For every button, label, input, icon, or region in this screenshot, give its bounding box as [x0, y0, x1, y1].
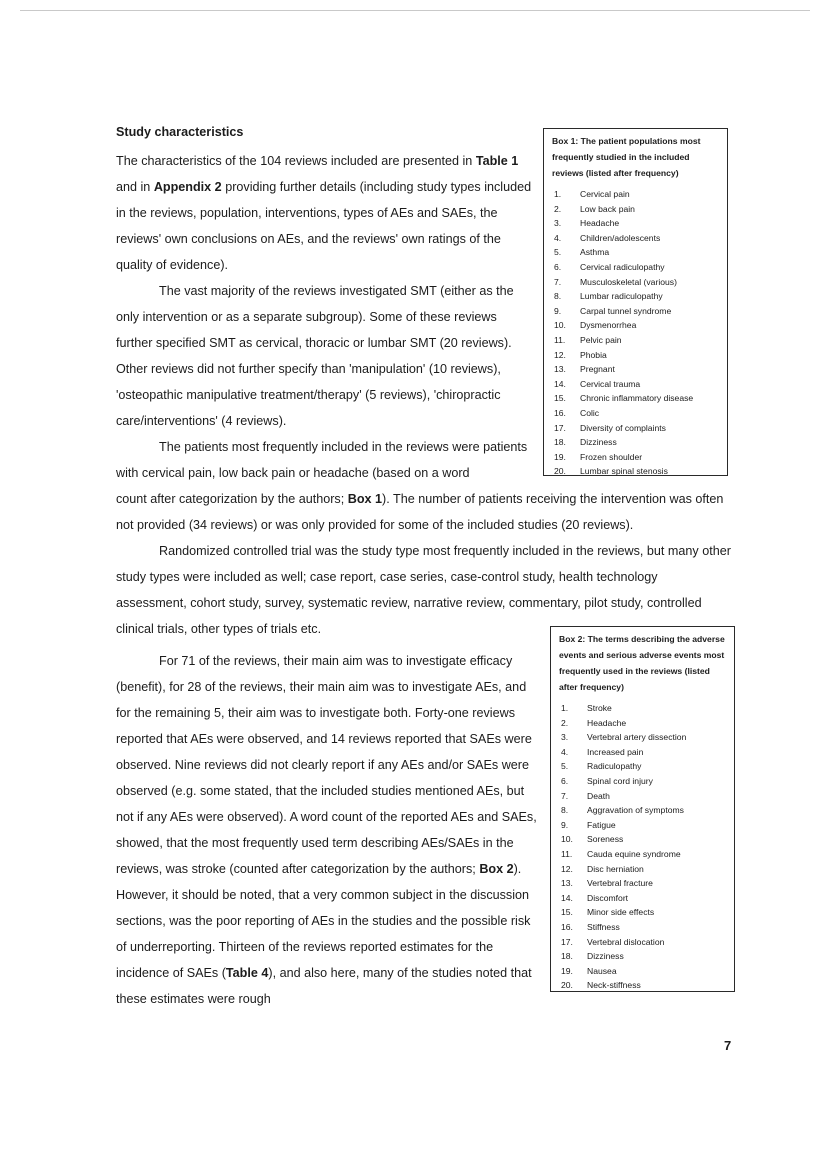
list-item: 16. Stiffness [561, 921, 620, 932]
list-item: 8. Lumbar radiculopathy [554, 291, 663, 302]
box-2-list [551, 701, 734, 993]
list-item: 14. Discomfort [561, 892, 629, 903]
box-1-list [544, 187, 727, 479]
list-item: 10. Soreness [561, 834, 624, 845]
list-item: 15. Minor side effects [561, 907, 655, 918]
appendix-2-ref: Appendix 2 [153, 180, 222, 194]
list-item: 12. Phobia [554, 349, 607, 360]
list-item: 11. Pelvic pain [554, 334, 622, 345]
header-rule [20, 10, 810, 11]
list-item: 18. Dizziness [561, 951, 624, 962]
list-item: 18. Dizziness [554, 437, 617, 448]
list-item: 17. Vertebral dislocation [561, 936, 665, 947]
list-item: 17. Diversity of complaints [554, 422, 666, 433]
paragraph-smt: The vast majority of the reviews investigated SMT (either as the only intervention or as a separate subgroup). Some of these reviews further specified SMT as cervical, thoracic or lumbar SMT (20 reviews). Other reviews did not further specify than 'manipulation' (10 reviews), 'osteopathic manipulative treatment/therapy' (5 reviews), 'chiropractic care/interventions' (4 reviews). [116, 284, 514, 428]
list-item: 16. Colic [554, 407, 600, 418]
paragraph-patients: The patients most frequently included in the reviews were patients with cervical pain, low back pain or headache (based on a word [116, 440, 528, 480]
list-item: 10. Dysmenorrhea [554, 320, 637, 331]
list-item: 3. Vertebral artery dissection [561, 732, 687, 743]
list-item: 4. Children/adolescents [554, 232, 661, 243]
list-item: 13. Pregnant [554, 364, 615, 375]
list-item: 1. Stroke [561, 703, 612, 713]
section-heading: Study characteristics [116, 125, 244, 139]
page-number: 7 [724, 1038, 732, 1053]
box-1-ref: Box 1 [347, 492, 383, 506]
list-item: 19. Frozen shoulder [554, 451, 643, 462]
list-item: 2. Headache [561, 717, 627, 728]
paragraph-characteristics: The characteristics of the 104 reviews included are presented in Table 1 and in Appendix 2 providing further details (including study types included in the reviews, population, interventions, types of AEs and SAEs, the reviews' own conclusions on AEs, and the reviews' own ratings of the quality of evidence). [116, 154, 532, 272]
list-item: 3. Headache [554, 218, 620, 229]
list-item: 11. Cauda equine syndrome [561, 848, 681, 859]
list-item: 15. Chronic inflammatory disease [554, 393, 694, 404]
list-item: 14. Cervical trauma [554, 378, 641, 389]
list-item: 7. Death [561, 790, 610, 801]
list-item: 20. Neck-stiffness [561, 980, 641, 991]
box-1-patient-populations [543, 128, 728, 476]
list-item: 1. Cervical pain [554, 189, 630, 199]
box-2-title: Box 2: The terms describing the adverse events and serious adverse events most frequently used in the reviews (listed after frequency) [559, 634, 725, 692]
paragraph-patients-cont: count after categorization by the authors; Box 1). The number of patients receiving the intervention was often not provided (34 reviews) or was only provided for some of the included studies (20 reviews). [116, 492, 724, 532]
box-1-title: Box 1: The patient populations most frequently studied in the included reviews (listed after frequency) [552, 136, 701, 178]
table-4-ref: Table 4 [225, 966, 269, 980]
paragraph-aims: For 71 of the reviews, their main aim was to investigate efficacy (benefit), for 28 of the reviews, their main aim was to investigate AEs, and for the remaining 5, their aim was to investigate both. Forty-one reviews reported that AEs were observed, and 14 reviews reported that SAEs were observed. Nine reviews did not clearly report if any AEs and/or SAEs were observed (e.g. some stated, that the included studies mentioned AEs, but not if any AEs were observed). A word count of the reported AEs and SAEs, showed, that the most frequently used term describing AEs/SAEs in the reviews, was stroke (counted after categorization by the authors; Box 2). However, it should be noted, that a very common subject in the discussion sections, was the poor reporting of AEs in the studies and the possible risk of underreporting. Thirteen of the reviews reported estimates for the incidence of SAEs (Table 4), and also here, many of the studies noted that these estimates were rough [116, 654, 537, 1006]
paragraph-study-types: Randomized controlled trial was the study type most frequently included in the reviews, but many other study types were included as well; case report, case series, case-control study, health technology assessment, cohort study, survey, systematic review, narrative review, commentary, pilot study, controlled clinical trials, other types of trials etc. [116, 544, 731, 636]
box-2-ref: Box 2 [479, 862, 514, 876]
list-item: 4. Increased pain [561, 746, 644, 757]
list-item: 6. Spinal cord injury [561, 775, 653, 786]
list-item: 19. Nausea [561, 965, 617, 976]
table-1-ref: Table 1 [475, 154, 519, 168]
list-item: 5. Asthma [554, 247, 610, 258]
list-item: 5. Radiculopathy [561, 761, 642, 772]
list-item: 9. Fatigue [561, 819, 616, 830]
list-item: 12. Disc herniation [561, 863, 644, 874]
list-item: 6. Cervical radiculopathy [554, 261, 665, 272]
list-item: 20. Lumbar spinal stenosis [554, 466, 668, 477]
list-item: 13. Vertebral fracture [561, 878, 653, 889]
box-2-adverse-event-terms [550, 626, 735, 992]
list-item: 8. Aggravation of symptoms [561, 805, 684, 816]
list-item: 2. Low back pain [554, 203, 635, 214]
list-item: 9. Carpal tunnel syndrome [554, 305, 672, 316]
list-item: 7. Musculoskeletal (various) [554, 276, 677, 287]
